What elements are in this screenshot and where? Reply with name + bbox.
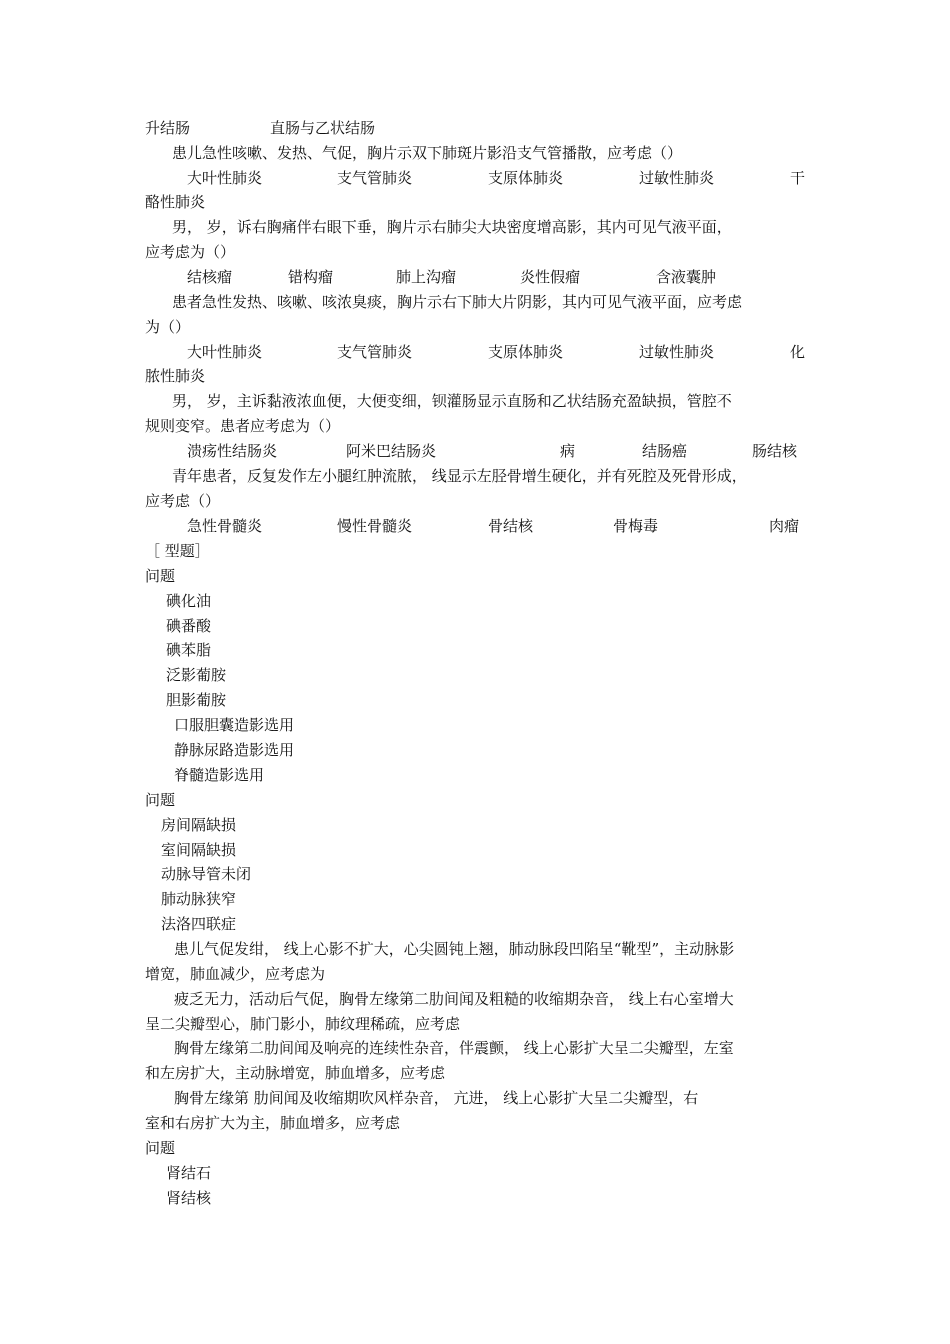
question-stem-cont: 应考虑为（） bbox=[145, 243, 236, 261]
list-item: 房间隔缺损 bbox=[161, 816, 237, 834]
option-continuation: 脓性肺炎 bbox=[145, 367, 206, 385]
answer-options-row bbox=[0, 267, 950, 287]
option: 慢性骨髓炎 bbox=[337, 517, 413, 535]
option: 结核瘤 bbox=[187, 268, 233, 286]
option: 大叶性肺炎 bbox=[187, 169, 263, 187]
option-continuation: 酪性肺炎 bbox=[145, 193, 206, 211]
question-stem-cont: 为（） bbox=[145, 318, 191, 336]
question-stem-cont: 应考虑（） bbox=[145, 492, 221, 510]
paragraph-cont: 室和右房扩大为主，肺血增多，应考虑 bbox=[145, 1114, 401, 1132]
question-stem: 男， 岁，主诉黏液浓血便，大便变细，钡灌肠显示直肠和乙状结肠充盈缺损，管腔不 bbox=[172, 392, 732, 410]
list-item: 泛影葡胺 bbox=[166, 666, 227, 684]
option: 支气管肺炎 bbox=[337, 343, 413, 361]
option: 大叶性肺炎 bbox=[187, 343, 263, 361]
paragraph: 胸骨左缘第二肋间闻及响亮的连续性杂音，伴震颤， 线上心影扩大呈二尖瓣型，左室 bbox=[174, 1039, 734, 1057]
list-item: 动脉导管未闭 bbox=[161, 865, 252, 883]
list-item: 碘苯脂 bbox=[166, 641, 212, 659]
list-item: 室间隔缺损 bbox=[161, 841, 237, 859]
option: 过敏性肺炎 bbox=[639, 343, 715, 361]
option: 支原体肺炎 bbox=[488, 343, 564, 361]
option: 急性骨髓炎 bbox=[187, 517, 263, 535]
option: 肠结核 bbox=[752, 442, 798, 460]
option: 肉瘤 bbox=[769, 517, 800, 535]
section-heading: ［ 型题］ bbox=[145, 542, 210, 560]
list-item: 肾结核 bbox=[166, 1189, 212, 1207]
list-item: 肾结石 bbox=[166, 1164, 212, 1182]
option: 阿米巴结肠炎 bbox=[346, 442, 437, 460]
wenti-heading: 问题 bbox=[145, 1139, 176, 1157]
option: 升结肠 bbox=[145, 119, 191, 137]
question-stem: 青年患者，反复发作左小腿红肿流脓， 线显示左胫骨增生硬化，并有死腔及死骨形成， bbox=[172, 467, 747, 485]
answer-options-row bbox=[0, 168, 950, 188]
sub-question: 口服胆囊造影选用 bbox=[174, 716, 295, 734]
option: 溃疡性结肠炎 bbox=[187, 442, 278, 460]
option: 炎性假瘤 bbox=[520, 268, 581, 286]
option: 过敏性肺炎 bbox=[639, 169, 715, 187]
wenti-heading: 问题 bbox=[145, 567, 176, 585]
paragraph-cont: 和左房扩大，主动脉增宽，肺血增多，应考虑 bbox=[145, 1064, 446, 1082]
list-item: 碘番酸 bbox=[166, 617, 212, 635]
question-stem: 男， 岁，诉右胸痛伴右眼下垂，胸片示右肺尖大块密度增高影，其内可见气液平面， bbox=[172, 218, 732, 236]
option: 骨结核 bbox=[488, 517, 534, 535]
option: 支原体肺炎 bbox=[488, 169, 564, 187]
paragraph-cont: 增宽，肺血减少，应考虑为 bbox=[145, 965, 326, 983]
answer-options-row bbox=[0, 118, 950, 138]
paragraph: 胸骨左缘第 肋间闻及收缩期吹风样杂音， 亢进， 线上心影扩大呈二尖瓣型，右 bbox=[174, 1089, 699, 1107]
option: 错构瘤 bbox=[288, 268, 334, 286]
list-item: 肺动脉狭窄 bbox=[161, 890, 237, 908]
paragraph: 疲乏无力，活动后气促，胸骨左缘第二肋间闻及粗糙的收缩期杂音， 线上右心室增大 bbox=[174, 990, 734, 1008]
question-stem: 患儿急性咳嗽、发热、气促，胸片示双下肺斑片影沿支气管播散，应考虑（） bbox=[172, 144, 683, 162]
answer-options-row bbox=[0, 516, 950, 536]
question-stem: 患者急性发热、咳嗽、咳浓臭痰，胸片示右下肺大片阴影，其内可见气液平面，应考虑 bbox=[172, 293, 743, 311]
option: 干 bbox=[790, 169, 806, 187]
paragraph: 患儿气促发绀， 线上心影不扩大，心尖圆钝上翘，肺动脉段凹陷呈“靴型”，主动脉影 bbox=[174, 940, 735, 958]
answer-options-row bbox=[0, 441, 950, 461]
option: 直肠与乙状结肠 bbox=[270, 119, 376, 137]
paragraph-cont: 呈二尖瓣型心，肺门影小，肺纹理稀疏，应考虑 bbox=[145, 1015, 461, 1033]
answer-options-row bbox=[0, 342, 950, 362]
question-stem-cont: 规则变窄。患者应考虑为（） bbox=[145, 417, 341, 435]
option: 骨梅毒 bbox=[613, 517, 659, 535]
option: 肺上沟瘤 bbox=[396, 268, 457, 286]
option: 病 bbox=[560, 442, 576, 460]
sub-question: 静脉尿路造影选用 bbox=[174, 741, 295, 759]
list-item: 碘化油 bbox=[166, 592, 212, 610]
option: 化 bbox=[790, 343, 806, 361]
sub-question: 脊髓造影选用 bbox=[174, 766, 265, 784]
option: 支气管肺炎 bbox=[337, 169, 413, 187]
list-item: 法洛四联症 bbox=[161, 915, 237, 933]
option: 结肠癌 bbox=[642, 442, 688, 460]
option: 含液囊肿 bbox=[656, 268, 717, 286]
list-item: 胆影葡胺 bbox=[166, 691, 227, 709]
wenti-heading: 问题 bbox=[145, 791, 176, 809]
